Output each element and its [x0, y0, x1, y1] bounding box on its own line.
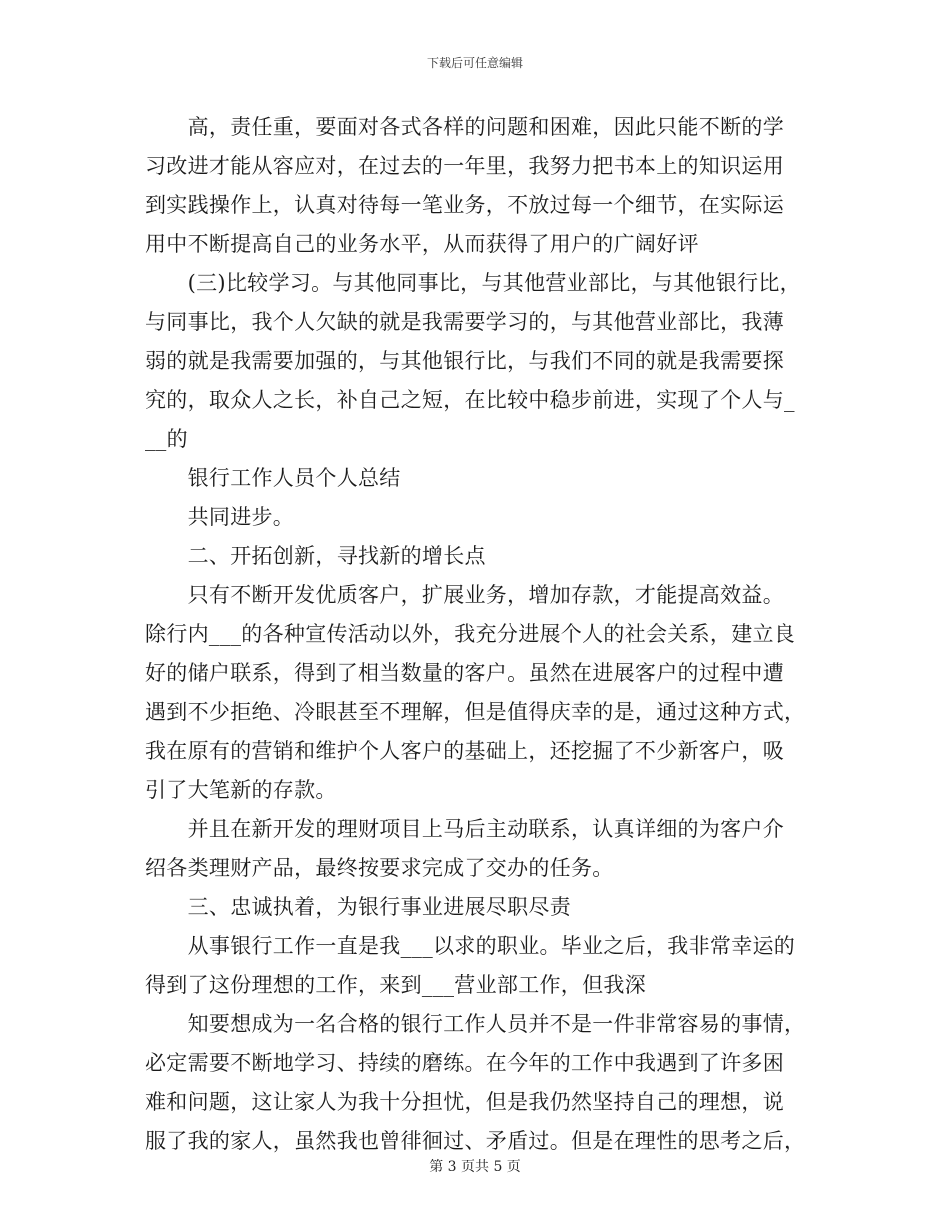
text-line: 服了我的家人，虽然我也曾徘徊过、矛盾过。但是在理性的思考之后，: [145, 1129, 806, 1153]
text-line: __的: [145, 427, 188, 451]
text-line: 与同事比，我个人欠缺的就是我需要学习的，与其他营业部比，我薄: [145, 310, 784, 334]
text-line: 并且在新开发的理财项目上马后主动联系，认真详细的为客户介: [145, 817, 784, 841]
text-line: 得到了这份理想的工作，来到___营业部工作，但我深: [145, 973, 646, 997]
page-footer: 第 3 页共 5 页: [429, 1159, 521, 1175]
text-line: 习改进才能从容应对，在过去的一年里，我努力把书本上的知识运用: [145, 154, 784, 178]
text-line: 银行工作人员个人总结: [145, 466, 401, 490]
document-body: [145, 108, 811, 1161]
text-line: 绍各类理财产品，最终按要求完成了交办的任务。: [145, 856, 614, 880]
text-line: 究的，取众人之长，补自己之短，在比较中稳步前进，实现了个人与_: [145, 388, 795, 412]
text-line: 高，责任重，要面对各式各样的问题和困难，因此只能不断的学: [145, 115, 784, 139]
text-line: 遇到不少拒绝、冷眼甚至不理解，但是值得庆幸的是，通过这种方式，: [145, 700, 806, 724]
page-header: 下载后可任意编辑: [426, 56, 523, 70]
text-line: 引了大笔新的存款。: [145, 778, 337, 802]
text-line: 知要想成为一名合格的银行工作人员并不是一件非常容易的事情，: [145, 1012, 806, 1036]
text-line: 难和问题，这让家人为我十分担忧，但是我仍然坚持自己的理想，说: [145, 1090, 784, 1114]
text-line: 到实践操作上，认真对待每一笔业务，不放过每一个细节，在实际运: [145, 193, 784, 217]
text-line: 三、忠诚执着，为银行事业进展尽职尽责: [145, 895, 571, 919]
text-line: 除行内___的各种宣传活动以外，我充分进展个人的社会关系，建立良: [145, 622, 796, 646]
text-line: 只有不断开发优质客户，扩展业务，增加存款，才能提高效益。: [145, 583, 784, 607]
text-line: 必定需要不断地学习、持续的磨练。在今年的工作中我遇到了许多困: [145, 1051, 784, 1075]
text-line: 好的储户联系，得到了相当数量的客户。虽然在进展客户的过程中遭: [145, 661, 784, 685]
text-line: 弱的就是我需要加强的，与其他银行比，与我们不同的就是我需要探: [145, 349, 784, 373]
text-line: 从事银行工作一直是我___以求的职业。毕业之后，我非常幸运的: [145, 934, 796, 958]
text-line: 我在原有的营销和维护个人客户的基础上，还挖掘了不少新客户，吸: [145, 739, 784, 763]
text-line: 共同进步。: [145, 505, 295, 529]
text-line: (三)比较学习。与其他同事比，与其他营业部比，与其他银行比，: [145, 271, 801, 295]
text-line: 二、开拓创新，寻找新的增长点: [145, 544, 486, 568]
text-line: 用中不断提高自己的业务水平，从而获得了用户的广阔好评: [145, 232, 699, 256]
